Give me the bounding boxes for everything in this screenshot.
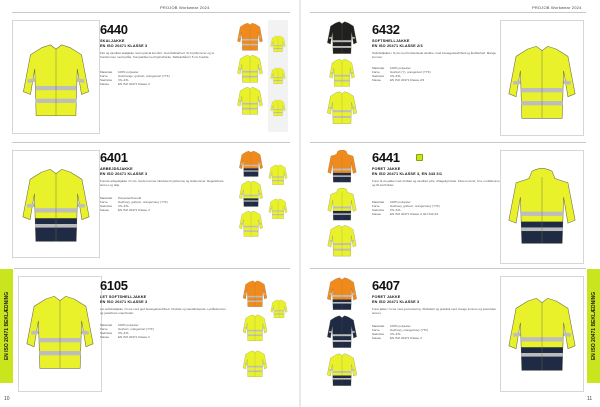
jacket-hero-image [506, 292, 578, 378]
jacket-hero-image [506, 164, 578, 252]
variant-thumb [270, 96, 286, 120]
spec-row: Klasse EN ISO 20471 Klasse 3 [100, 208, 150, 212]
product-title: SOFTSHELLJAKKE [372, 39, 410, 43]
spec-row: Farve Gul/sort, orange/sort (YTF) [100, 327, 154, 331]
variant-thumb [326, 150, 358, 184]
spec-row: Størrelse XS–4XL [100, 204, 130, 208]
spec-row: Klasse EN ISO 20471 Klasse 2/3 [372, 78, 425, 82]
left-category-tab-label: EN ISO 20471 BEKLÆDNING [3, 291, 10, 361]
spec-row: Størrelse XS–4XL [372, 332, 402, 336]
product-description: Foret jakke i hi-vis med god isolering. Slidstærk og praktisk med mange lommer og justerbare ærmer. [372, 307, 497, 315]
product-title: ARBEJDSJAKKE [100, 167, 133, 171]
jacket-hero-image [20, 166, 92, 246]
variant-thumb [236, 86, 264, 116]
product-specs [100, 323, 228, 339]
spec-row: Størrelse XS–4XL [100, 78, 130, 82]
product-6441 [310, 142, 586, 270]
spec-row: Klasse EN ISO 20471 Klasse 3 [100, 335, 150, 339]
spec-row: Farve Gul/navy, orange/navy (YTF) [372, 328, 429, 332]
product-standard: EN ISO 20471 KLASSE 3 [100, 44, 148, 48]
model-number: 6407 [372, 278, 400, 293]
variant-thumb [242, 278, 268, 310]
spec-row: Materiale 100% polyester [100, 70, 139, 74]
spec-row: Klasse EN ISO 20471 Klasse 3 [100, 82, 150, 86]
variant-thumb [326, 352, 358, 388]
jacket-hero-image [506, 42, 578, 124]
spec-row: Klasse EN ISO 20471 Klasse 3 [372, 336, 422, 340]
product-title: SKALJAKKE [100, 39, 125, 43]
section-divider [310, 12, 586, 13]
spec-row: Materiale Polyester/bomuld [100, 196, 142, 200]
section-divider [310, 268, 586, 269]
spec-row: Farve Gul/navy, gul/sort, orange/navy (YTF) [100, 200, 168, 204]
model-number: 6441 [372, 150, 400, 165]
section-divider [12, 12, 290, 13]
spec-row: Farve Gul/navy, gul/sort, orange/navy (YTF) [372, 204, 440, 208]
variant-thumb [238, 150, 264, 178]
product-specs [372, 324, 502, 340]
product-6401 [12, 142, 290, 270]
variant-thumb [238, 180, 264, 208]
variant-thumb [326, 314, 358, 350]
spec-row: Størrelse XS–4XL [372, 208, 402, 212]
product-standard: EN ISO 20471 KLASSE 3 [372, 300, 420, 304]
left-page-number: 10 [4, 396, 10, 402]
left-header: PROJOB Workwear 2024 [160, 5, 210, 10]
product-6440 [12, 12, 290, 140]
product-title: LET SOFTSHELLJAKKE [100, 295, 147, 299]
product-standard: EN ISO 20471 KLASSE 3 [100, 300, 148, 304]
model-number: 6401 [100, 150, 128, 165]
variant-thumb [236, 22, 264, 52]
product-description: Let softshelljakke i hi-vis med god bevægelsesfrihed. Vindtæt og vandafvisende. Lynlåslommer og justerbare manchetter. [100, 307, 226, 315]
right-page-number: 11 [587, 396, 593, 402]
variant-thumb [326, 224, 358, 258]
variant-thumb [328, 58, 356, 88]
product-6407 [310, 268, 586, 396]
variant-thumb [242, 312, 268, 344]
spec-row: Størrelse XS–4XL [372, 74, 402, 78]
variant-thumb [268, 196, 288, 222]
variant-thumb [326, 20, 358, 56]
page-gutter [299, 0, 301, 407]
model-number: 6105 [100, 278, 128, 293]
right-category-tab [587, 269, 600, 383]
model-number: 6440 [100, 22, 128, 37]
jacket-hero-image [24, 290, 96, 376]
product-specs [100, 70, 226, 86]
product-title: FORET JAKKE [372, 295, 401, 299]
spec-row: Størrelse XS–4XL [100, 331, 130, 335]
spec-row: Materiale 100% polyester [372, 66, 411, 70]
section-divider [12, 142, 290, 143]
product-specs [372, 200, 502, 216]
product-specs [100, 196, 226, 212]
product-description: Forede arbejdsjakke i hi-vis. Gode lommer inklusive brystlomme og sidelommer. Regulerbare ærmer og talje. [100, 179, 224, 187]
variant-thumb [326, 188, 358, 222]
section-divider [310, 142, 586, 143]
product-specs [372, 66, 502, 82]
variant-thumb [270, 296, 288, 322]
product-description: Flot og vandtæt skaljakke med optimal komfort. God åndbarhed. To brystlommer og to frontlommer med lynlås. Kompatibel med hjelm/hætte. Refleksbånd i 5 cm bredde. [100, 51, 215, 59]
product-6105 [14, 268, 290, 396]
certification-icon [416, 154, 423, 161]
section-divider [14, 268, 290, 269]
variant-thumb [326, 90, 358, 126]
spec-row: Klasse EN ISO 20471 Klasse 3, EN 343 3/1 [372, 212, 439, 216]
variant-thumb [238, 210, 264, 238]
right-category-tab-label: EN ISO 20471 BEKLÆDNING [590, 291, 597, 361]
variant-thumb [236, 54, 264, 84]
product-description: Softshelljakke i hi-vis med forstærkede skuldre. God bevægelsesfrihed og åndbarhed. Mange lommer. [372, 51, 496, 59]
product-standard: EN ISO 20471 KLASSE 3, EN 343 3/1 [372, 172, 443, 176]
variant-thumb [326, 276, 358, 312]
jacket-hero-image [20, 42, 92, 120]
product-description: Foret hi-vis jakke med vindtæt og vandtæt ydre. Aftagelig hætte. Flere lommer, bl.a. mobillomme og ID-kortholder. [372, 179, 500, 187]
model-number: 6432 [372, 22, 400, 37]
product-standard: EN ISO 20471 KLASSE 2/3 [372, 44, 423, 48]
spec-row: Materiale 100% polyester [372, 200, 411, 204]
spec-row: Farve Gul/sort (Y), orange/sort (YTF) [372, 70, 431, 74]
product-6432 [310, 12, 586, 140]
spec-row: Materiale 100% polyester [100, 323, 139, 327]
variant-thumb [270, 64, 286, 88]
variant-thumb [270, 32, 286, 56]
variant-thumb [242, 348, 268, 380]
spec-row: Materiale 100% polyester [372, 324, 411, 328]
variant-thumb [268, 162, 288, 188]
right-header: PROJOB Workwear 2024 [532, 5, 582, 10]
left-category-tab [0, 269, 13, 383]
product-title: FORET JAKKE [372, 167, 401, 171]
product-standard: EN ISO 20471 KLASSE 3 [100, 172, 148, 176]
spec-row: Farve Gul/orange, gul/sort, orange/sort (YTF) [100, 74, 170, 78]
